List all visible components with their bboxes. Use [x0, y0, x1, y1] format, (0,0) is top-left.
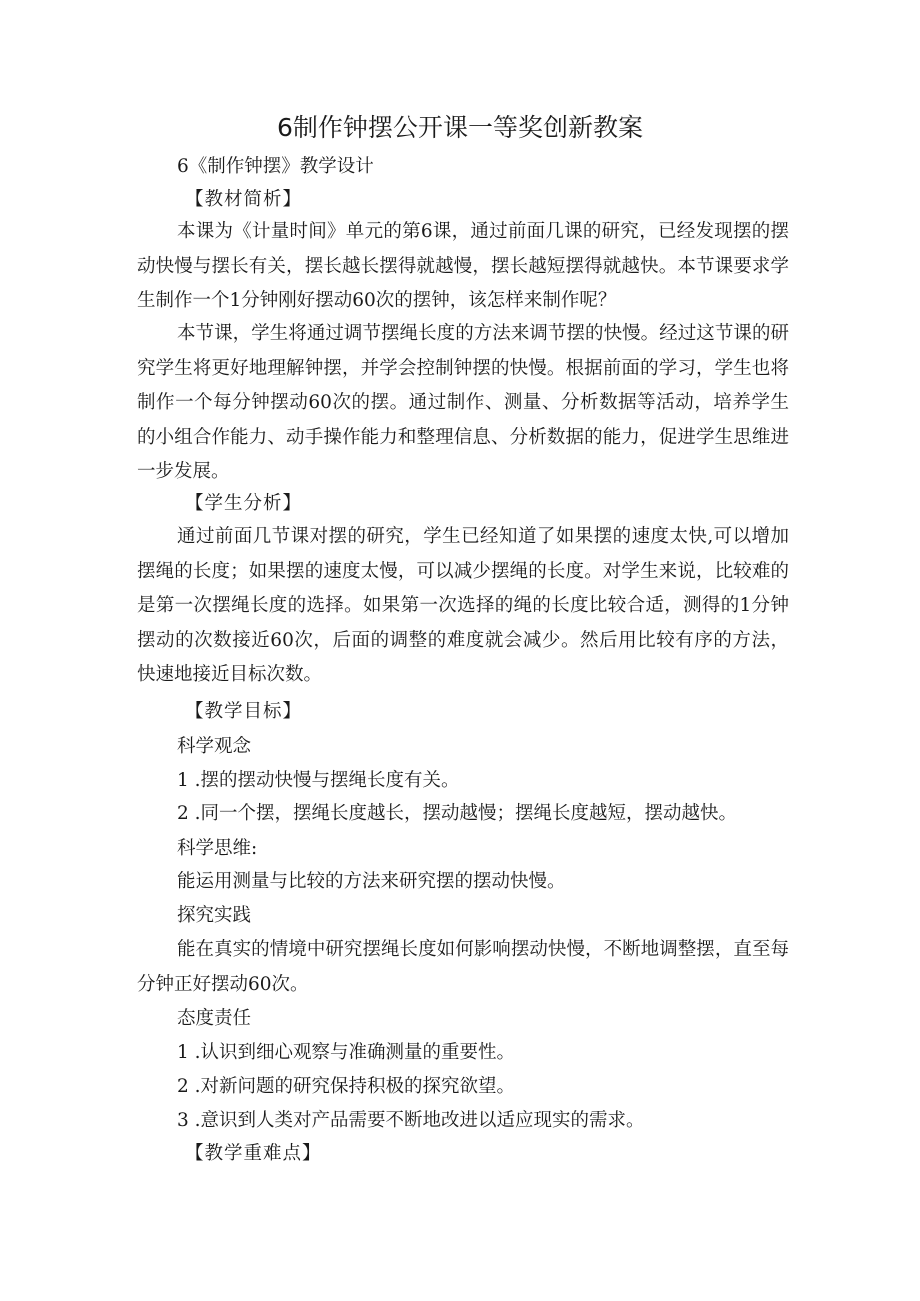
attitude-responsibility-label: 态度责任 — [177, 1008, 252, 1029]
document-title: 6制作钟摆公开课一等奖创新教案 — [277, 113, 643, 142]
inquiry-practice-text: 能在真实的情境中研究摆绳长度如何影响摆动快慢，不断地调整摆，直至每分钟正好摆动60次。 — [137, 939, 789, 995]
textbook-analysis-paragraph-2: 本节课，学生将通过调节摆绳长度的方法来调节摆的快慢。经过这节课的研究学生将更好地理解钟摆，并学会控制钟摆的快慢。根据前面的学习，学生也将制作一个每分钟摆动60次的摆。通过制作、测量、分析数据等活动，培养学生的小组合作能力、动手操作能力和整理信息、分析数据的能力，促进学生思维进一步发展。 — [137, 323, 789, 482]
textbook-analysis-paragraph-1: 本课为《计量时间》单元的第6课，通过前面几课的研究，已经发现摆的摆动快慢与摆长有关，摆长越长摆得就越慢，摆长越短摆得就越快。本节课要求学生制作一个1分钟刚好摆动60次的摆钟，该怎样来制作呢？ — [137, 221, 789, 311]
science-concept-item-2: 2 .同一个摆，摆绳长度越长，摆动越慢；摆绳长度越短，摆动越快。 — [177, 803, 738, 824]
attitude-item-3: 3 .意识到人类对产品需要不断地改进以适应现实的需求。 — [177, 1110, 645, 1131]
science-thinking-label: 科学思维: — [177, 838, 258, 859]
science-concept-item-1: 1 .摆的摆动快慢与摆绳长度有关。 — [177, 770, 460, 791]
section-heading-student-analysis: 【学生分析】 — [185, 493, 303, 514]
attitude-item-2: 2 .对新问题的研究保持积极的探究欲望。 — [177, 1076, 516, 1097]
science-thinking-text: 能运用测量与比较的方法来研究摆的摆动快慢。 — [177, 871, 566, 892]
student-analysis-paragraph: 通过前面几节课对摆的研究，学生已经知道了如果摆的速度太快,可以增加摆绳的长度；如果摆的速度太慢，可以减少摆绳的长度。对学生来说，比较难的是第一次摆绳长度的选择。如果第一次选择的绳的长度比较合适，测得的1分钟摆动的次数接近60次，后面的调整的难度就会减少。然后用比较有序的方法，快速地接近目标次数。 — [137, 526, 789, 685]
attitude-item-1: 1 .认识到细心观察与准确测量的重要性。 — [177, 1042, 516, 1063]
lesson-subtitle: 6《制作钟摆》教学设计 — [177, 156, 374, 177]
section-heading-textbook-analysis: 【教材简析】 — [185, 189, 303, 210]
section-heading-teaching-goals: 【教学目标】 — [185, 701, 303, 722]
science-concept-label: 科学观念 — [177, 736, 252, 757]
section-heading-key-points: 【教学重难点】 — [185, 1143, 322, 1164]
inquiry-practice-label: 探究实践 — [177, 905, 252, 926]
